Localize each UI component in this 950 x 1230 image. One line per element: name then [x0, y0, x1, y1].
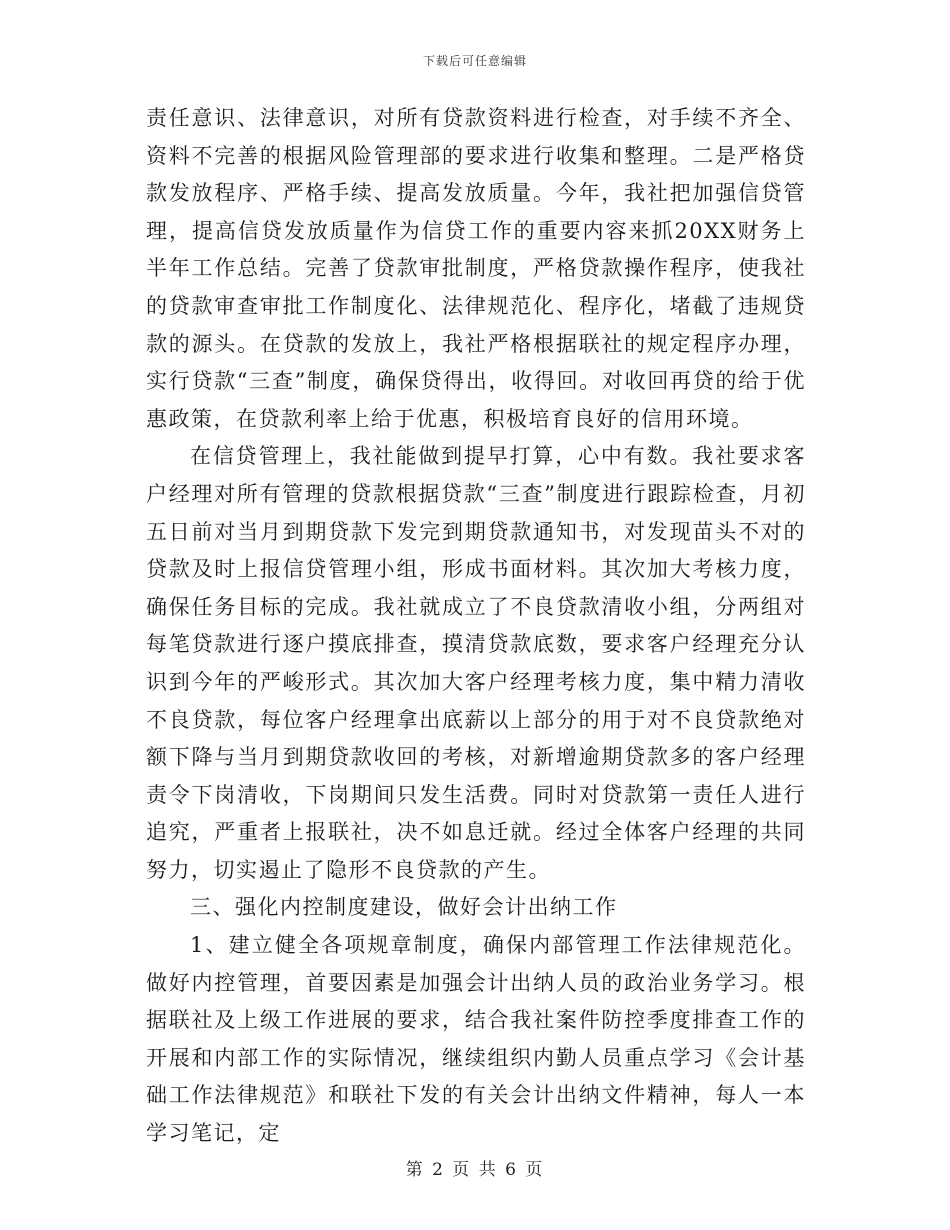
paragraph-3: 1、建立健全各项规章制度，确保内部管理工作法律规范化。做好内控管理，首要因素是加强会计出纳人员的政治业务学习。根据联社及上级工作进展的要求，结合我社案件防控季度排查工作的开展和内部工作的实际情况，继续组织内勤人员重点学习《会计基础工作法律规范》和联社下发的有关会计出纳文件精神，每人一本学习笔记，定 — [146, 933, 806, 1146]
paragraph-1: 责任意识、法律意识，对所有贷款资料进行检查，对手续不齐全、资料不完善的根据风险管理部的要求进行收集和整理。二是严格贷款发放程序、严格手续、提高发放质量。今年，我社把加强信贷管理，提高信贷发放质量作为信贷工作的重要内容来抓20XX财务上半年工作总结。完善了贷款审批制度，严格贷款操作程序，使我社的贷款审查审批工作制度化、法律规范化、程序化，堵截了违规贷款的源头。在贷款的发放上，我社严格根据联社的规定程序办理，实行贷款“三查”制度，确保贷得出，收得回。对收回再贷的给于优惠政策，在贷款利率上给于优惠，积极培育良好的信用环境。 — [146, 106, 806, 431]
page-footer: 第 2 页 共 6 页 — [405, 1160, 545, 1180]
section-heading: 三、强化内控制度建设，做好会计出纳工作 — [190, 895, 618, 920]
document-body — [146, 100, 806, 1153]
paragraph-2: 在信贷管理上，我社能做到提早打算，心中有数。我社要求客户经理对所有管理的贷款根据贷款“三查”制度进行跟踪检查，月初五日前对当月到期贷款下发完到期贷款通知书，对发现苗头不对的贷款及时上报信贷管理小组，形成书面材料。其次加大考核力度，确保任务目标的完成。我社就成立了不良贷款清收小组，分两组对每笔贷款进行逐户摸底排查，摸清贷款底数，要求客户经理充分认识到今年的严峻形式。其次加大客户经理考核力度，集中精力清收不良贷款，每位客户经理拿出底薪以上部分的用于对不良贷款绝对额下降与当月到期贷款收回的考核，对新增逾期贷款多的客户经理责令下岗清收，下岗期间只发生活费。同时对贷款第一责任人进行追究，严重者上报联社，决不如息迁就。经过全体客户经理的共同努力，切实遏止了隐形不良贷款的产生。 — [146, 444, 806, 882]
page-header: 下载后可任意编辑 — [422, 54, 527, 68]
